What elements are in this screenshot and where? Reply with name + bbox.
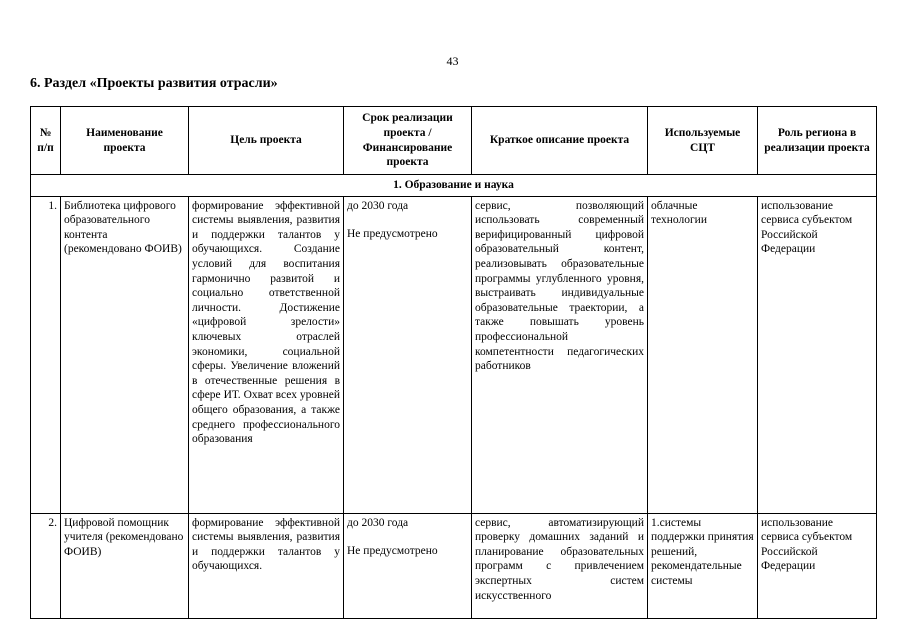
header-number: № п/п [31,107,61,175]
description-cell: сервис, позволяющий использовать современный верифицированный цифровой образовательный контент, реализовывать образовательные программы углубленного уровня, выстраивать индивидуальные образовательные траектории, а также повышать уровень профессиональной компетентности педагогических работников [472,196,648,513]
table-row [31,196,877,513]
header-project-goal: Цель проекта [189,107,344,175]
description-cell: сервис, автоматизирующий проверку домашних заданий и планирование образовательных программ с привлечением экспертных систем искусственного [472,513,648,618]
row-number: 1. [31,196,61,513]
section-title: 6. Раздел «Проекты развития отрасли» [30,76,278,91]
header-project-name: Наименование проекта [61,107,189,175]
financing-text: Не предусмотрено [347,228,438,241]
technologies-cell: облачные технологии [648,196,758,513]
projects-table [30,106,877,619]
table-row [31,513,877,618]
term-text: до 2030 года [347,516,409,529]
technologies-cell: 1.системы поддержки принятия решений, рекомендательные системы [648,513,758,618]
region-role-cell: использование сервиса субъектом Российской Федерации [758,196,877,513]
term-financing-cell [344,513,472,618]
table-header-row [31,107,877,175]
header-term-financing: Срок реализации проекта / Финансирование проекта [344,107,472,175]
header-description: Краткое описание проекта [472,107,648,175]
section-heading: 1. Образование и наука [31,175,877,197]
header-region-role: Роль региона в реализации проекта [758,107,877,175]
financing-text: Не предусмотрено [347,545,438,558]
region-role-cell: использование сервиса субъектом Российской Федерации [758,513,877,618]
project-goal-cell: формирование эффективной системы выявления, развития и поддержки талантов у обучающихся. [189,513,344,618]
section-row [31,175,877,197]
project-name-cell: Цифровой помощник учителя (рекомендовано ФОИВ) [61,513,189,618]
page-number: 43 [446,54,459,68]
project-name-cell: Библиотека цифрового образовательного контента (рекомендовано ФОИВ) [61,196,189,513]
row-number: 2. [31,513,61,618]
project-goal-cell: формирование эффективной системы выявления, развития и поддержки талантов у обучающихся. Создание условий для воспитания гармонично развитой и социально ответственной личности. Достижение «цифровой зрелости» ключевых отраслей экономики, социальной сферы. Увеличение вложений в отечественные решения в сфере ИТ. Охват всех уровней общего образования, а также среднего профессионального образования [189,196,344,513]
header-technologies: Используемые СЦТ [648,107,758,175]
term-text: до 2030 года [347,199,409,212]
term-financing-cell [344,196,472,513]
